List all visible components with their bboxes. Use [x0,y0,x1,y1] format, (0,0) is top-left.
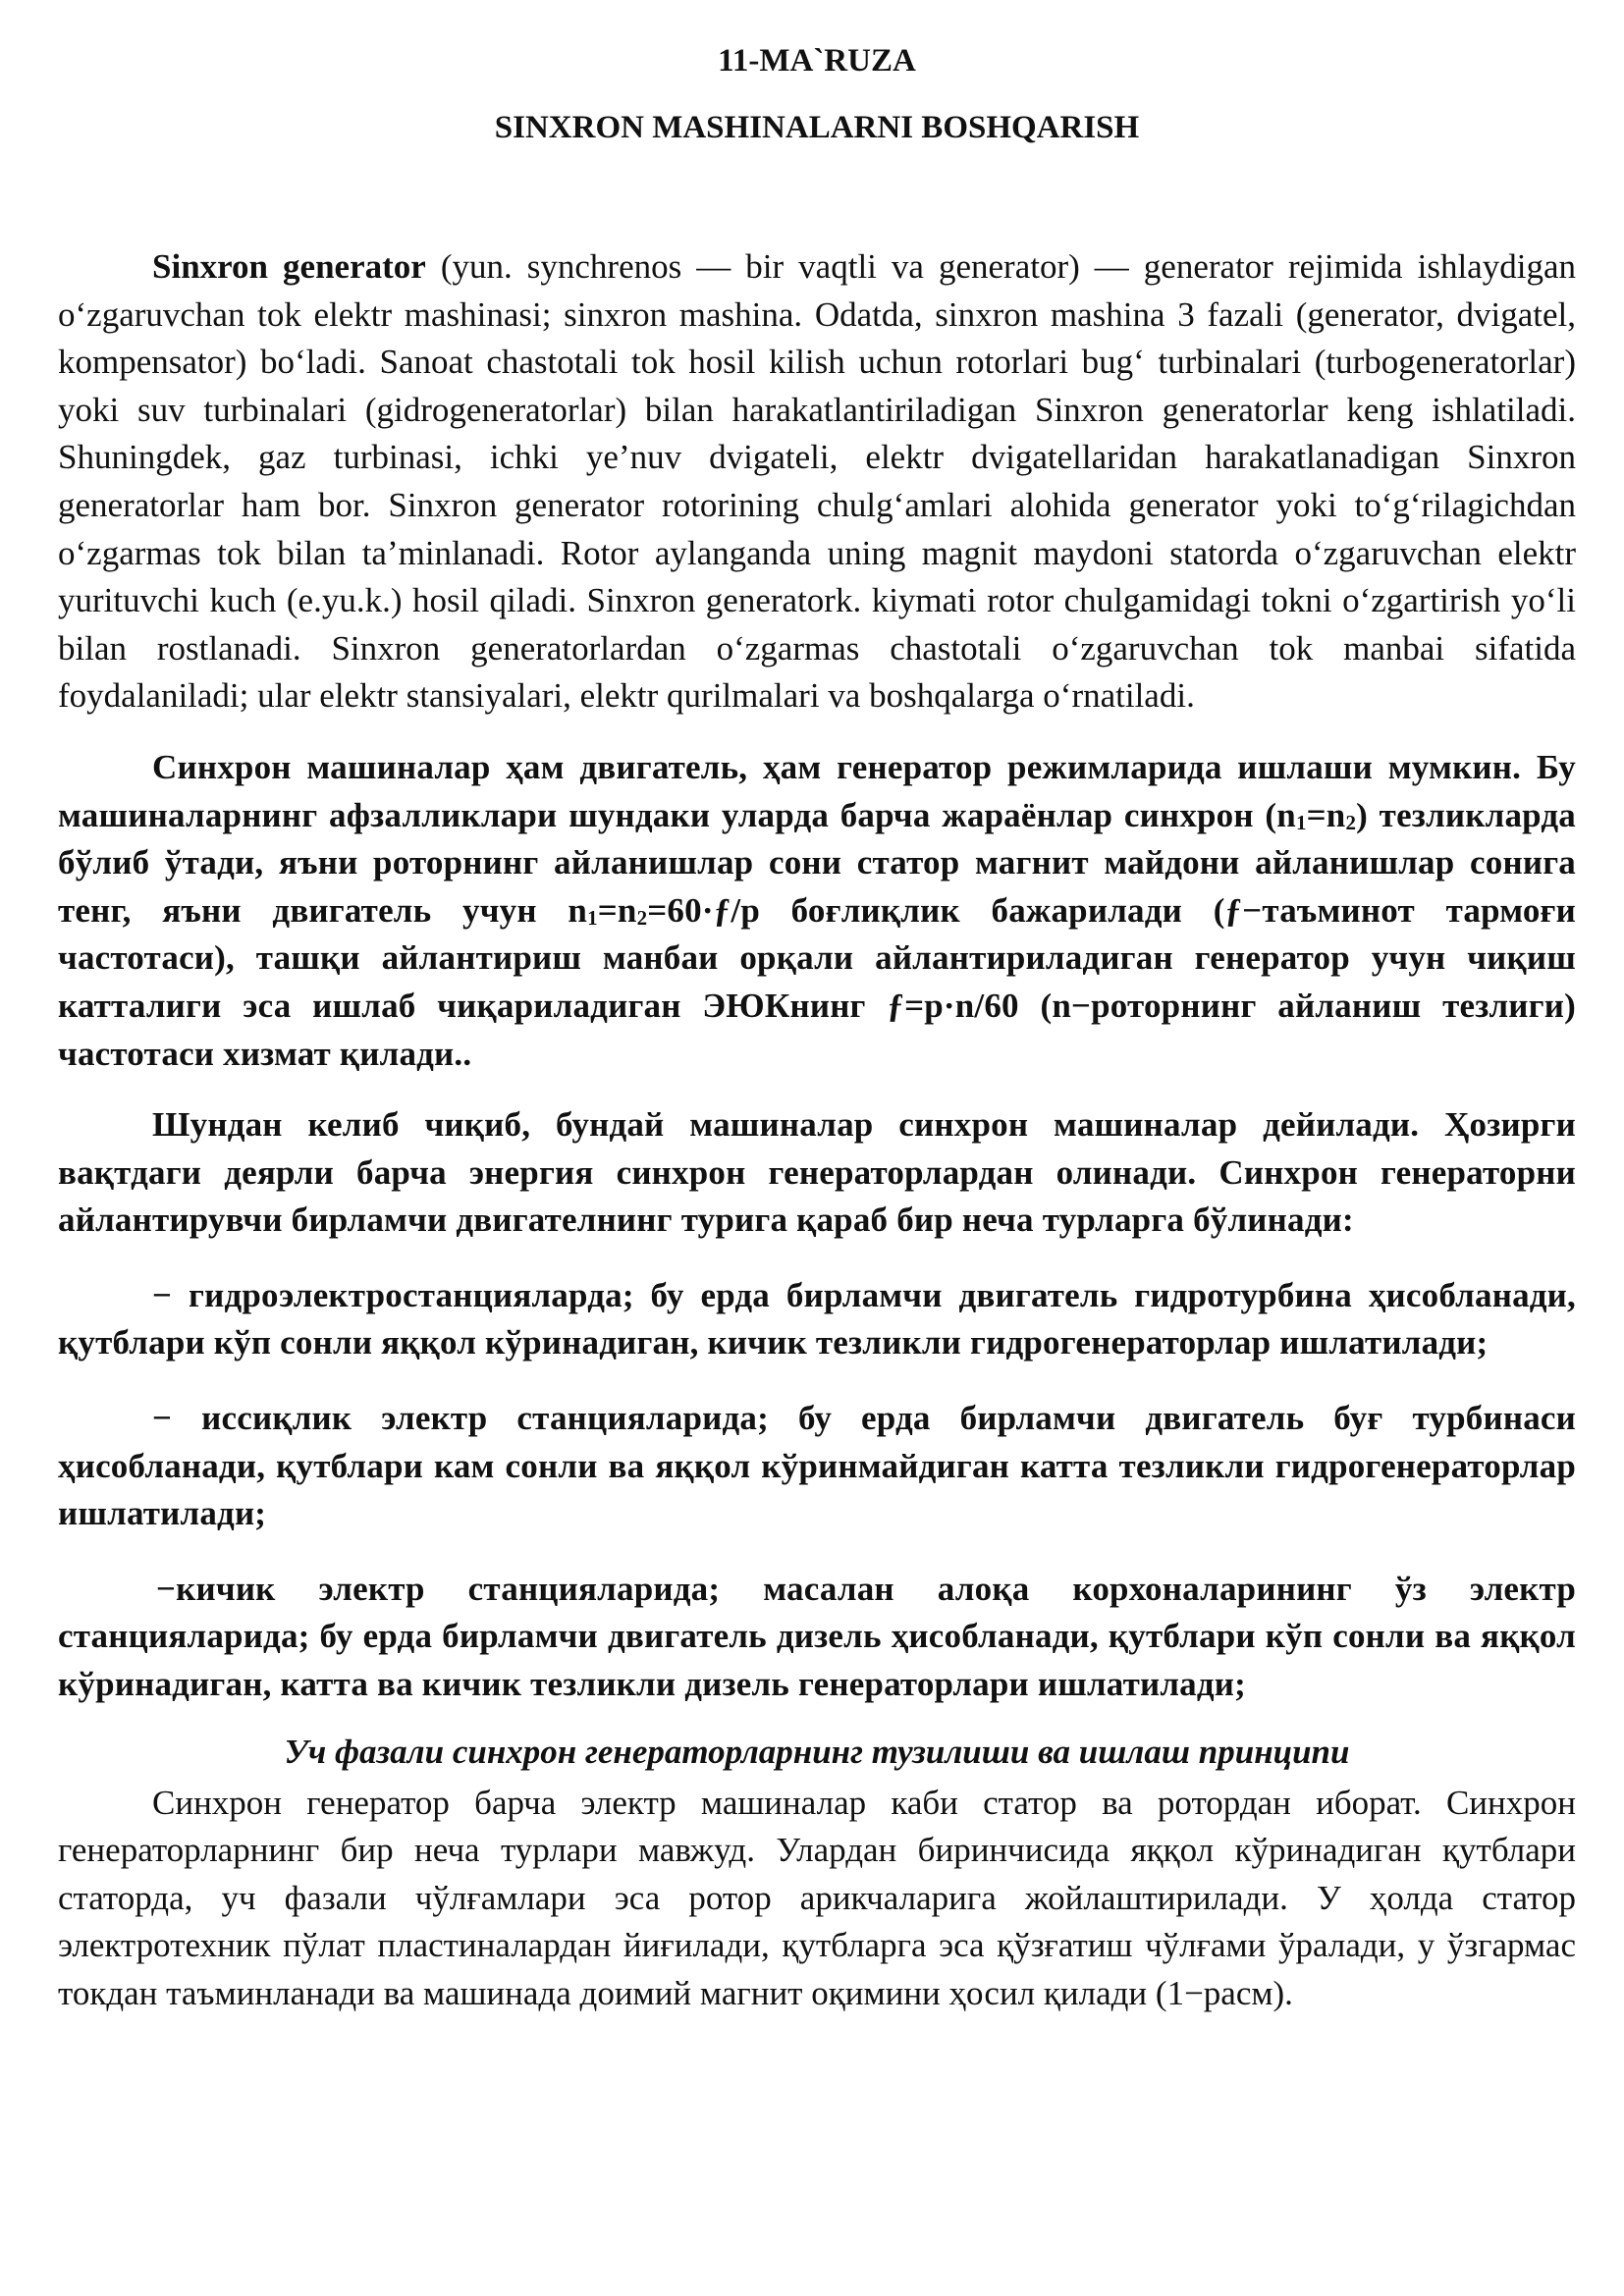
paragraph-text-part: =60·ƒ/p боғлиқлик бажарилади (ƒ−таъминот тармоғи частотаси), ташқи айлантириш манбаи орқали айлантириладиган генератор учун чиқиш катталиги эса ишлаб чиқариладиган ЭЮКнинг ƒ=p·n/60 (n−роторнинг айланиш тезлиги) частотаси хизмат қилади.. [58,890,1576,1073]
paragraph-lead-term: Sinxron generator [152,247,426,286]
lecture-number: 11-MA`RUZA [718,43,916,79]
subscript: 1 [587,905,598,930]
subscript: 2 [1345,810,1357,834]
paragraph-sinxron-generator [58,243,1576,721]
paragraph-text-part: ) тезликларда бўлиб ўтади, яъни роторнинг айланишлар сони статор магнит майдони айланишлар сонига тенг, яъни двигатель учун n [58,795,1576,930]
paragraph-body: (yun. synchrenos — bir vaqtli va generator) — generator rejimida ishlaydigan oʻzgaruvchan tok elektr mashinasi; sinxron mashina. Odatda, sinxron mashina 3 fazali (generator, dvigatel, kompensator) boʻladi. Sanoat chastotali tok hosil kilish uchun rotorlari bugʻ turbinalari (turbogeneratorlar) yoki suv turbinalari (gidrogeneratorlar) bilan harakatlantiriladigan Sinxron generatorlar keng ishlatiladi. Shuningdek, gaz turbinasi, ichki ye’nuv dvigateli, elektr dvigatellaridan harakatlanadigan Sinxron generatorlar ham bor. Sinxron generator rotorining chulgʻamlari alohida generator yoki toʻgʻrilagichdan oʻzgarmas tok bilan taʼminlanadi. Rotor aylanganda uning magnit maydoni statorda oʻzgaruvchan elektr yurituvchi kuch (e.yu.k.) hosil qiladi. Sinxron generatork. kiymati rotor chulgamidagi tokni oʻzgartirish yoʻli bilan rostlanadi. Sinxron generatorlardan oʻzgarmas chastotali oʻzgaruvchan tok manbai sifatida foydalaniladi; ular elektr stansiyalari, elektr qurilmalari va boshqalarga oʻrnatiladi. [58,247,1576,716]
lecture-title: SINXRON MASHINALARNI BOSHQARISH [494,110,1140,145]
list-item-hydro: − гидроэлектростанцияларда; бу ерда бирламчи двигатель гидротурбина ҳисобланади, қутблари кўп сонли яққол кўринадиган, кичик тезликли гидрогенераторлар ишлатилади; [58,1275,1576,1362]
list-item-thermal: − иссиқлик электр станцияларида; бу ерда бирламчи двигатель буғ турбинаси ҳисобланади, қутблари кам сонли ва яққол кўринмайдиган катта тезликли гидрогенераторлар ишлатилади; [58,1399,1576,1533]
section-subheading: Уч фазали синхрон генераторларнинг тузилиши ва ишлаш принципи [284,1732,1350,1771]
paragraph-synchronous-machines [58,744,1576,1078]
paragraph-text-part: =n [597,890,637,930]
list-item-small-stations: −кичик электр станцияларида; масалан алоқа корхоналарининг ўз электр станцияларида; бу ерда бирламчи двигатель дизель ҳисобланади, қутблари кўп сонли ва яққол кўринадиган, катта ва кичик тезликли дизель генераторлари ишлатилади; [58,1569,1576,1704]
subscript: 1 [1295,810,1307,834]
paragraph-text-part: Синхрон машиналар ҳам двигатель, ҳам генератор режимларида ишлаши мумкин. Бу машиналарнинг афзалликлари шундаки уларда барча жараёнлар синхрон (n [58,747,1576,834]
paragraph-text-part: =n [1306,795,1346,834]
paragraph-generator-types: Шундан келиб чиқиб, бундай машиналар синхрон машиналар дейилади. Ҳозирги вақтдаги деярли барча энергия синхрон генераторлардан олинади. Синхрон генераторни айлантирувчи бирламчи двигателнинг турига қараб бир неча турларга бўлинади: [58,1105,1576,1240]
paragraph-generator-structure: Синхрон генератор барча электр машиналар каби статор ва ротордан иборат. Синхрон генераторларнинг бир неча турлари мавжуд. Улардан биринчисида яққол кўринадиган қутблари статорда, уч фазали чўлғамлари эса ротор арикчаларига жойлаштирилади. У ҳолда статор электротехник пўлат пластиналардан йиғилади, қутбларга эса қўзғатиш чўлғами ўралади, у ўзгармас токдан таъминланади ва машинада доимий магнит оқимини ҳосил қилади (1−расм). [58,1783,1576,2012]
document-page [58,39,1576,2018]
subscript: 2 [636,905,648,930]
